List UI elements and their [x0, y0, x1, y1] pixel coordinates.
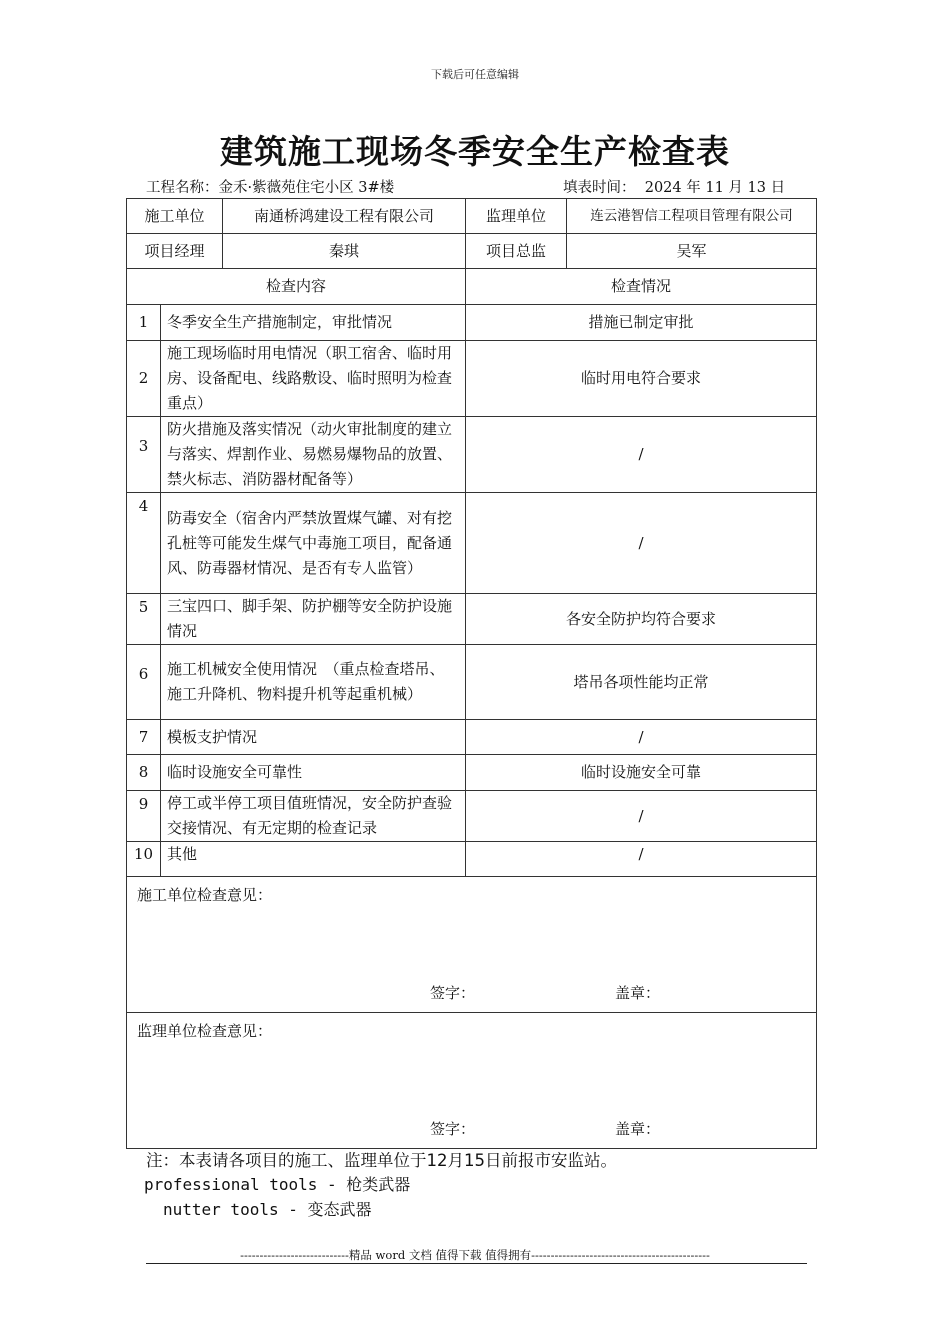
supervision-opinion-box [127, 1013, 816, 1148]
item-status: / [466, 493, 817, 594]
construction-unit-label: 施工单位 [127, 199, 223, 234]
item-content: 模板支护情况 [161, 720, 466, 755]
table-row [127, 305, 817, 341]
column-header-content: 检查内容 [127, 269, 466, 305]
construction-opinion-cell [127, 877, 817, 1013]
extra-line-1: professional tools - 枪类武器 [144, 1175, 411, 1194]
item-content: 防火措施及落实情况（动火审批制度的建立与落实、焊割作业、易燃易爆物品的放置、禁火标志、消防器材配备等） [161, 417, 466, 493]
supervision-opinion-cell [127, 1013, 817, 1149]
item-content: 停工或半停工项目值班情况，安全防护查验交接情况、有无定期的检查记录 [161, 791, 466, 842]
info-row-managers [127, 234, 817, 269]
construction-seal-label: 盖章： [615, 984, 661, 1002]
item-status: 各安全防护均符合要求 [466, 594, 817, 645]
supervision-unit-value: 连云港智信工程项目管理有限公司 [567, 199, 817, 234]
table-row [127, 594, 817, 645]
item-number: 7 [127, 720, 161, 755]
construction-opinion-row [127, 877, 817, 1013]
item-number: 10 [127, 842, 161, 877]
table-row [127, 645, 817, 720]
table-row [127, 417, 817, 493]
fill-date [563, 176, 785, 197]
table-row [127, 842, 817, 877]
item-number: 8 [127, 755, 161, 791]
construction-unit-value: 南通桥鸿建设工程有限公司 [223, 199, 466, 234]
table-row [127, 791, 817, 842]
item-number: 4 [127, 493, 161, 594]
item-number: 6 [127, 645, 161, 720]
footer-text: ----------------------------精品 word 文档 值得下载 值得拥有---------------------------------------------- [240, 1248, 710, 1262]
supervision-opinion-title: 监理单位检查意见： [137, 1022, 273, 1040]
item-number: 5 [127, 594, 161, 645]
construction-sign-label: 签字： [430, 984, 476, 1002]
column-header-row [127, 269, 817, 305]
header-note: 下载后可任意编辑 [431, 68, 519, 81]
project-manager-value: 秦琪 [223, 234, 466, 269]
item-status: 措施已制定审批 [466, 305, 817, 341]
item-status: 塔吊各项性能均正常 [466, 645, 817, 720]
item-status: / [466, 791, 817, 842]
item-status: 临时用电符合要求 [466, 341, 817, 417]
construction-opinion-box [127, 877, 816, 1012]
project-name-value: 金禾·紫薇苑住宅小区 3#楼 [218, 180, 395, 196]
extra-line-2: nutter tools - 变态武器 [163, 1200, 372, 1219]
inspection-table [126, 198, 817, 1149]
table-row [127, 755, 817, 791]
item-number: 9 [127, 791, 161, 842]
item-content: 施工机械安全使用情况 （重点检查塔吊、施工升降机、物料提升机等起重机械） [161, 645, 466, 720]
footnote: 注：本表请各项目的施工、监理单位于12月15日前报市安监站。 [146, 1151, 617, 1170]
item-status: / [466, 720, 817, 755]
item-number: 2 [127, 341, 161, 417]
item-status: / [466, 417, 817, 493]
item-content: 临时设施安全可靠性 [161, 755, 466, 791]
supervision-unit-label: 监理单位 [466, 199, 567, 234]
project-name-label: 工程名称： [146, 180, 219, 196]
supervision-seal-label: 盖章： [615, 1120, 661, 1138]
footer-divider [146, 1263, 807, 1264]
table-row [127, 720, 817, 755]
item-number: 3 [127, 417, 161, 493]
item-content: 防毒安全（宿舍内严禁放置煤气罐、对有挖孔桩等可能发生煤气中毒施工项目，配备通风、防毒器材情况、是否有专人监管） [161, 493, 466, 594]
construction-opinion-title: 施工单位检查意见： [137, 886, 273, 904]
chief-supervisor-label: 项目总监 [466, 234, 567, 269]
item-content: 其他 [161, 842, 466, 877]
item-status: / [466, 842, 817, 877]
item-number: 1 [127, 305, 161, 341]
info-row-units [127, 199, 817, 234]
chief-supervisor-value: 吴军 [567, 234, 817, 269]
meta-row [146, 176, 806, 198]
table-row [127, 341, 817, 417]
fill-date-label: 填表时间： [563, 180, 636, 196]
project-manager-label: 项目经理 [127, 234, 223, 269]
table-row [127, 493, 817, 594]
item-content: 三宝四口、脚手架、防护棚等安全防护设施情况 [161, 594, 466, 645]
supervision-opinion-row [127, 1013, 817, 1149]
item-status: 临时设施安全可靠 [466, 755, 817, 791]
fill-date-value: 2024 年 11 月 13 日 [644, 180, 786, 196]
supervision-sign-label: 签字： [430, 1120, 476, 1138]
item-content: 施工现场临时用电情况（职工宿舍、临时用房、设备配电、线路敷设、临时照明为检查重点） [161, 341, 466, 417]
project-name [146, 176, 394, 197]
item-content: 冬季安全生产措施制定，审批情况 [161, 305, 466, 341]
page-title: 建筑施工现场冬季安全生产检查表 [220, 132, 730, 171]
column-header-status: 检查情况 [466, 269, 817, 305]
